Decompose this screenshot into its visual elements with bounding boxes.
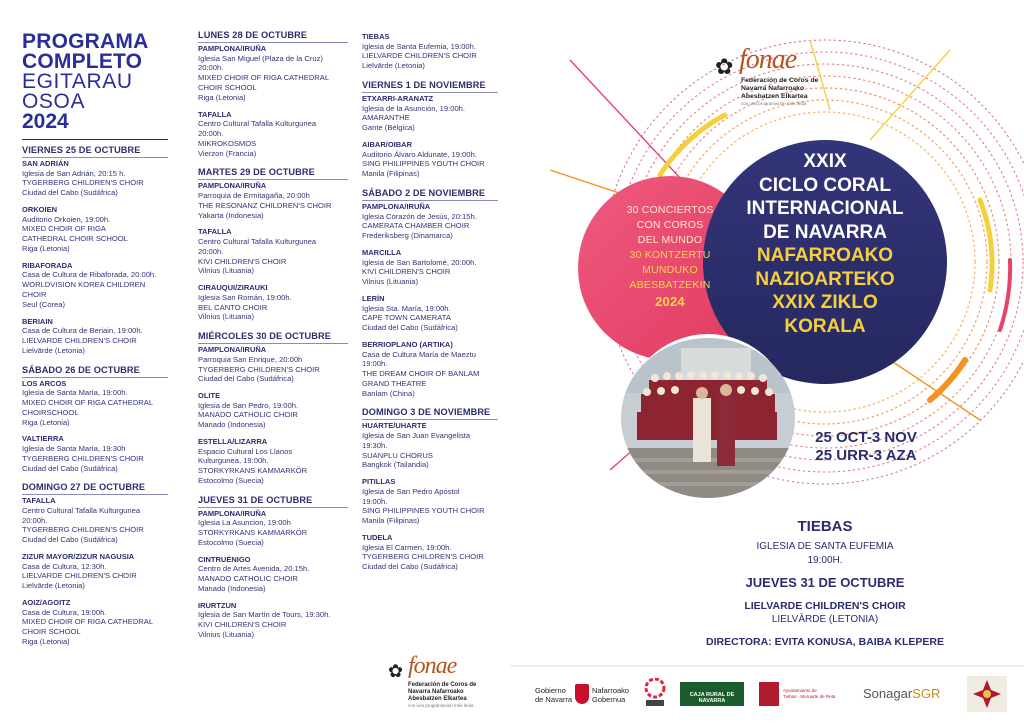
logo-tagline: con una programación más leída xyxy=(741,101,807,106)
venue-line: CATHEDRAL CHOIR SCHOOL xyxy=(22,234,128,244)
pink-line: 30 CONCIERTOS xyxy=(626,204,714,216)
venue-line: MIXED CHOIR OF RIGA CATHEDRAL xyxy=(198,73,330,83)
venue-line: Iglesia San Miguel (Plaza de la Cruz) xyxy=(198,53,323,63)
venue-place: PAMPLONA/IRUÑA xyxy=(198,345,267,355)
venue-line: CAMERATA CHAMBER CHOIR xyxy=(362,221,470,231)
logo-name: fonae xyxy=(739,44,797,75)
venue-line: Vierzon (Francia) xyxy=(198,148,257,158)
venue-block xyxy=(362,533,498,572)
day-divider xyxy=(362,419,498,420)
venue-line: SING PHILIPPINES YOUTH CHOIR xyxy=(362,159,485,169)
venue-line: Iglesia de San Pedro Apóstol xyxy=(362,486,460,496)
venue-line: STORKYRKANS KAMMARKÖR xyxy=(198,528,308,538)
gob-line: Gobernua xyxy=(592,695,626,704)
venue-place: MARCILLA xyxy=(362,247,402,257)
featured-choir: LIELVARDE CHILDREN'S CHOIR xyxy=(744,600,906,612)
program-column-3 xyxy=(362,32,498,724)
pink-circle-text xyxy=(610,203,730,309)
venue-line: Manado (Indonesia) xyxy=(198,584,266,594)
pink-line: MUNDUKO xyxy=(642,264,698,276)
venue-line: Iglesia de San Adrián, 20:15 h. xyxy=(22,168,126,178)
venue-place: ESTELLA/LIZARRA xyxy=(198,437,268,447)
venue-block xyxy=(198,227,348,276)
navy-circle-text xyxy=(725,150,925,338)
venue-place: TAFALLA xyxy=(198,227,232,237)
navy-line: XXIX xyxy=(803,151,847,172)
venue-block xyxy=(198,44,348,103)
venue-line: Ciudad del Cabo (Sudáfrica) xyxy=(22,188,118,198)
gob-line: Gobierno xyxy=(535,686,566,695)
venue-line: Auditorio Orkoien, 19:00h. xyxy=(22,214,111,224)
venue-line: THE RESONANZ CHILDREN'S CHOIR xyxy=(198,200,332,210)
venue-line: Vilnius (Lituania) xyxy=(362,277,419,287)
venue-line: CAPE TOWN CAMERATA xyxy=(362,313,451,323)
venue-line: Casa de Cultura, 12:30h. xyxy=(22,561,107,571)
title-divider xyxy=(22,139,168,140)
venue-block xyxy=(22,317,168,356)
pink-line: 30 KONTZERTU xyxy=(629,249,711,261)
venue-line: THE DREAM CHOIR OF BANLAM xyxy=(362,369,480,379)
venue-block xyxy=(362,294,498,333)
venue-block xyxy=(362,94,498,133)
venue-line: Centro Cultural Tafalla Kulturgunea xyxy=(22,505,141,515)
venue-line: CHOIR SCHOOL xyxy=(198,82,257,92)
venue-line: CHOIR SCHOOL xyxy=(22,627,81,637)
venue-line: Ciudad del Cabo (Sudáfrica) xyxy=(362,323,458,333)
venue-line: Banlam (China) xyxy=(362,388,415,398)
program-column-1 xyxy=(22,0,168,724)
program-column-2 xyxy=(198,28,348,724)
venue-line: Ciudad del Cabo (Sudáfrica) xyxy=(362,562,458,572)
venue-line: Ciudad del Cabo (Sudáfrica) xyxy=(198,374,294,384)
venue-line: Parroquia San Enrique, 20:00h xyxy=(198,354,303,364)
venue-line: 19:00h. xyxy=(362,359,388,369)
venue-line: Vilnius (Lituania) xyxy=(198,266,255,276)
venue-place: RIBAFORADA xyxy=(22,260,73,270)
venue-place: TIEBAS xyxy=(362,32,390,41)
venue-place: LERÍN xyxy=(362,293,385,303)
venue-line: CHOIRSCHOOL xyxy=(22,407,79,417)
venue-line: MIXED CHOIR OF RIGA xyxy=(22,224,106,234)
navy-line: CICLO CORAL xyxy=(759,174,891,196)
venue-block xyxy=(198,181,348,220)
venue-place: AOIZ/AGOITZ xyxy=(22,598,71,608)
venue-line: GRAND THEATRE xyxy=(362,378,427,388)
day-divider xyxy=(198,179,348,180)
logo-sub: Federación de Coros de xyxy=(741,77,819,84)
venue-line: MIXED CHOIR OF RIGA CATHEDRAL xyxy=(22,397,154,407)
venue-line: Estocolmo (Suecia) xyxy=(198,476,264,486)
day-heading: LUNES 28 DE OCTUBRE xyxy=(198,30,308,40)
title-line-2: COMPLETO xyxy=(22,50,143,73)
venue-place: TAFALLA xyxy=(22,496,56,506)
day-divider xyxy=(198,42,348,43)
venue-line: Iglesia de Santa María, 19:30h xyxy=(22,443,126,453)
day-divider xyxy=(362,92,498,93)
venue-block xyxy=(22,598,168,647)
venue-line: AMARANTHE xyxy=(362,113,410,123)
venue-line: 19:30h. xyxy=(362,440,388,450)
venue-line: Estocolmo (Suecia) xyxy=(198,538,264,548)
venue-place: TUDELA xyxy=(362,533,393,543)
venue-line: Centro de Artes Avenida, 20.15h. xyxy=(198,564,310,574)
featured-country: LIELVĀRDE (LETONIA) xyxy=(771,614,879,625)
venue-line: 19:00h. xyxy=(362,496,388,506)
sgr-suffix: SGR xyxy=(912,686,941,701)
poster-panel xyxy=(510,0,1024,724)
venue-place: HUARTE/UHARTE xyxy=(362,421,427,431)
day-heading: VIERNES 25 DE OCTUBRE xyxy=(22,145,141,155)
agenda-2030-icon xyxy=(643,678,667,708)
venue-block xyxy=(362,248,498,287)
logo-sub: Federación de Coros de xyxy=(408,682,477,688)
venue-line: TYGERBERG CHILDREN'S CHOIR xyxy=(362,552,484,562)
day-heading: JUEVES 31 DE OCTUBRE xyxy=(198,494,313,505)
schedule-list-2 xyxy=(198,28,348,640)
dates-es: 25 OCT-3 NOV xyxy=(815,429,917,446)
venue-line: Frederiksberg (Dinamarca) xyxy=(362,231,453,241)
logo-sub: Navarra Nafarroako xyxy=(408,689,464,695)
title-light-1: EGITARAU xyxy=(22,70,133,93)
venue-line: Riga (Letonia) xyxy=(198,92,246,102)
venue-line: Lielvārde (Letonia) xyxy=(22,345,85,355)
day-divider xyxy=(362,200,498,201)
venue-line: Iglesia de la Asunción, 19:00h. xyxy=(362,103,466,113)
venue-place: TAFALLA xyxy=(198,109,232,119)
venue-block xyxy=(198,345,348,384)
venue-line: Vilnius (Lituania) xyxy=(198,630,255,640)
venue-place: ORKOIEN xyxy=(22,204,58,214)
logo-tagline: con una programación más leída xyxy=(408,703,474,708)
venue-line: Gante (Bélgica) xyxy=(362,123,415,133)
venue-line: Auditorio Álvaro Aldunate, 19:00h. xyxy=(362,149,477,159)
day-divider xyxy=(22,494,168,495)
navy-line: XXIX ZIKLO xyxy=(772,292,878,313)
venue-block xyxy=(362,477,498,526)
venue-line: Riga (Letonia) xyxy=(22,417,70,427)
venue-line: TYGERBERG CHILDREN'S CHOIR xyxy=(22,453,144,463)
featured-church: IGLESIA DE SANTA EUFEMIA xyxy=(756,541,894,552)
featured-time: 19:00H. xyxy=(807,555,843,566)
sonagar-sgr-logo xyxy=(863,686,940,720)
logo-mark-icon: ✿ xyxy=(715,54,734,79)
gob-line: de Navarra xyxy=(535,695,573,704)
day-heading: VIERNES 1 DE NOVIEMBRE xyxy=(362,79,486,90)
venue-line: 20:00h. xyxy=(22,515,48,525)
fonae-logo-bottom xyxy=(388,653,488,713)
venue-line: Riga (Letonia) xyxy=(22,637,70,647)
logo-sub: Abesbatzen Elkartea xyxy=(741,93,808,100)
venue-block xyxy=(198,509,348,548)
venue-line: 20:00h. xyxy=(198,128,224,138)
caja-rural-logo: CAJA RURAL DE NAVARRA xyxy=(680,682,744,706)
venue-line: Casa de Cultura, 19:00h. xyxy=(22,607,107,617)
venue-line: Casa de Cultura de Ribaforada, 20:00h. xyxy=(22,270,157,280)
venue-block xyxy=(22,552,168,591)
venue-line: Iglesia El Carmen, 19:00h. xyxy=(362,542,452,552)
choir-photo xyxy=(621,338,795,498)
venue-place: BERIAIN xyxy=(22,316,53,326)
venue-block xyxy=(198,110,348,159)
venue-line: Seul (Corea) xyxy=(22,299,66,309)
venue-line: Iglesia de San Pedro, 19:00h. xyxy=(198,400,299,410)
venue-place: ZIZUR MAYOR/ZIZUR NAGUSIA xyxy=(22,552,135,562)
venue-block xyxy=(198,283,348,322)
venue-line: 20:00h. xyxy=(198,63,224,73)
venue-place: AIBAR/OIBAR xyxy=(362,139,412,149)
venue-line: Lielvārde (Letonia) xyxy=(362,61,425,71)
title-line-1: PROGRAMA xyxy=(22,30,149,53)
day-divider xyxy=(22,377,168,378)
program-title xyxy=(22,32,168,132)
venue-line: Centro Cultural Tafalla Kulturgunea xyxy=(198,119,317,129)
title-light-2: OSOA xyxy=(22,90,86,113)
venue-line: Casa de Cultura de Beriain, 19:00h. xyxy=(22,326,143,336)
venue-place: ETXARRI-ARANATZ xyxy=(362,93,434,103)
venue-line: Espacio Cultural Los Llanos xyxy=(198,446,293,456)
navy-line: NAFARROAKO xyxy=(756,245,894,266)
logo-sub: Navarra Nafarroako xyxy=(741,85,805,92)
featured-date: JUEVES 31 DE OCTUBRE xyxy=(745,575,905,590)
ayuntamiento-shield-icon xyxy=(759,682,779,706)
venue-line: Casa de Cultura María de Maeztu xyxy=(362,349,476,359)
venue-line: SUANPLU CHORUS xyxy=(362,450,433,460)
venue-place: PAMPLONA/IRUÑA xyxy=(362,201,431,211)
venue-place: LOS ARCOS xyxy=(22,378,67,388)
sponsor-strip xyxy=(535,676,1015,716)
day-heading: DOMINGO 3 DE NOVIEMBRE xyxy=(362,407,491,418)
venue-line: Vilnius (Lituania) xyxy=(198,312,255,322)
venue-place: VALTIERRA xyxy=(22,434,64,444)
venue-block xyxy=(198,555,348,594)
pink-line: ABESBATZEKIN xyxy=(629,279,711,291)
venue-line: Manila (Filipinas) xyxy=(362,516,420,526)
ayuntamiento-logo xyxy=(759,682,849,706)
gob-text-eu xyxy=(592,686,629,704)
venue-block xyxy=(22,159,168,198)
venue-line: LIELVARDE CHILDREN'S CHOIR xyxy=(22,335,137,345)
venue-line: Manado (Indonesia) xyxy=(198,420,266,430)
venue-place: OLITE xyxy=(198,391,221,401)
venue-place: CINTRUÉNIGO xyxy=(198,554,251,564)
day-divider xyxy=(198,507,348,508)
ayto-line: Ayuntamiento de xyxy=(783,688,817,693)
venue-line: Iglesia Corazón de Jesús, 20:15h. xyxy=(362,211,477,221)
pink-year: 2024 xyxy=(655,294,685,309)
navarra-shield-icon xyxy=(575,684,589,704)
venue-line: Ciudad del Cabo (Sudáfrica) xyxy=(22,535,118,545)
venue-line: Centro Cultural Tafalla Kulturgunea xyxy=(198,236,317,246)
day-divider xyxy=(22,157,168,158)
day-heading: DOMINGO 27 DE OCTUBRE xyxy=(22,482,146,493)
venue-line: Kulturgunea, 19:00h. xyxy=(198,456,269,466)
venue-line: BEL CANTO CHOIR xyxy=(198,302,268,312)
venue-line: TYGERBERG CHILDREN'S CHOIR xyxy=(22,525,144,535)
venue-line: TYGERBERG CHILDREN'S CHOIR xyxy=(198,364,320,374)
title-year: 2024 xyxy=(22,110,69,133)
venue-block xyxy=(362,140,498,179)
venue-line: Iglesia Sta. María, 19:00h. xyxy=(362,303,451,313)
venue-line: WORLDVISION KOREA CHILDREN CHOIR xyxy=(22,280,146,299)
venue-line: Iglesia de San Bartolomé, 20:00h. xyxy=(362,257,477,267)
day-heading: SÁBADO 2 DE NOVIEMBRE xyxy=(362,187,486,198)
venue-place: IRURTZUN xyxy=(198,600,237,610)
venue-block xyxy=(22,261,168,310)
dates-eu: 25 URR-3 AZA xyxy=(815,447,917,464)
venue-place: PITILLAS xyxy=(362,477,396,487)
venue-line: MANADO CATHOLIC CHOIR xyxy=(198,410,298,420)
venue-block xyxy=(22,379,168,428)
venue-block xyxy=(362,202,498,241)
schedule-list-1 xyxy=(22,143,168,647)
festival-dates xyxy=(806,429,926,465)
venue-line: Iglesia San Román, 19:00h. xyxy=(198,292,292,302)
gob-text-es xyxy=(535,686,572,704)
navy-line: KORALA xyxy=(784,315,866,337)
navy-line: INTERNACIONAL xyxy=(746,198,904,219)
venue-line: MANADO CATHOLIC CHOIR xyxy=(198,574,298,584)
venue-line: Iglesia de Santa María, 19:00h. xyxy=(22,388,128,398)
venue-block xyxy=(362,340,498,399)
day-heading: SÁBADO 26 DE OCTUBRE xyxy=(22,364,140,375)
venue-line: Bangkok (Tailandia) xyxy=(362,460,429,470)
venue-line: 20:00h. xyxy=(198,246,224,256)
featured-town: TIEBAS xyxy=(797,518,853,535)
venue-line: Iglesia de Santa Eufemia, 19:00h. xyxy=(362,41,476,51)
venue-line: Iglesia de San Martín de Tours, 19:30h. xyxy=(198,610,331,620)
day-divider xyxy=(198,343,348,344)
navy-line: DE NAVARRA xyxy=(763,221,887,243)
venue-place: PAMPLONA/IRUÑA xyxy=(198,44,267,53)
logo-sub: Abesbatzen Elkartea xyxy=(408,696,467,702)
venue-line: Iglesia de San Juan Evangelista xyxy=(362,431,471,441)
ayto-line: Tiebas - Muruarte de Reta xyxy=(783,694,836,699)
venue-block xyxy=(362,421,498,470)
venue-block xyxy=(22,205,168,254)
venue-block xyxy=(198,391,348,430)
venue-line: Riga (Letonia) xyxy=(22,243,70,253)
navy-line: NAZIOARTEKO xyxy=(755,268,895,290)
fonae-logo xyxy=(715,44,835,106)
featured-director: DIRECTORA: EVITA KONUSA, BAIBA KLEPERE xyxy=(705,636,944,648)
venue-line: KIVI CHILDREN'S CHOIR xyxy=(198,256,287,266)
venue-place: CIRAUQUI/ZIRAUKI xyxy=(198,283,268,293)
schedule-list-3 xyxy=(362,78,498,572)
venue-line: TYGERBERG CHILDREN'S CHOIR xyxy=(22,178,144,188)
venue-block xyxy=(198,601,348,640)
gob-line: Nafarroako xyxy=(592,686,630,695)
venue-line: MIKROKOSMOS xyxy=(198,138,257,148)
venue-block xyxy=(22,434,168,473)
venue-block xyxy=(362,32,498,71)
venue-line: LIELVARDE CHILDREN'S CHOIR xyxy=(22,571,137,581)
gobierno-navarra-logo xyxy=(535,678,635,712)
pink-line: DEL MUNDO xyxy=(637,234,703,246)
venue-line: Yakarta (Indonesia) xyxy=(198,210,264,220)
venue-line: STORKYRKANS KAMMARKÖR xyxy=(198,466,308,476)
logo-name: fonae xyxy=(408,653,457,679)
ayuntamiento-text xyxy=(783,688,835,700)
venue-line: Parroquia de Ermitagaña, 20:00h xyxy=(198,190,310,200)
venue-place: PAMPLONA/IRUÑA xyxy=(198,508,267,518)
venue-line: KIVI CHILDREN'S CHOIR xyxy=(198,620,287,630)
venue-line: MIXED CHOIR OF RIGA CATHEDRAL xyxy=(22,617,154,627)
venue-block xyxy=(198,437,348,486)
venue-line: Manila (Filipinas) xyxy=(362,169,420,179)
day-heading: MIÉRCOLES 30 DE OCTUBRE xyxy=(198,331,331,342)
pink-line: CON COROS xyxy=(636,219,704,231)
logo-mark-icon: ✿ xyxy=(388,661,404,681)
day-heading: MARTES 29 DE OCTUBRE xyxy=(198,167,315,178)
featured-concert xyxy=(625,518,1024,649)
venue-line: KIVI CHILDREN'S CHOIR xyxy=(362,267,451,277)
venue-line: Ciudad del Cabo (Sudáfrica) xyxy=(22,463,118,473)
venue-line: Lielvārde (Letonia) xyxy=(22,581,85,591)
venue-line: Iglesia La Asuncion, 19:00h xyxy=(198,518,291,528)
venue-place: PAMPLONA/IRUÑA xyxy=(198,181,267,191)
venue-place: BERRIOPLANO (ARTIKA) xyxy=(362,339,453,349)
venue-line: LIELVARDE CHILDREN'S CHOIR xyxy=(362,51,477,61)
venue-line: SING PHILIPPINES YOUTH CHOIR xyxy=(362,506,485,516)
cross-emblem-icon xyxy=(967,676,1007,712)
venue-block xyxy=(22,496,168,545)
venue-place: SAN ADRIÁN xyxy=(22,159,69,168)
sgr-name: Sonagar xyxy=(863,686,913,701)
